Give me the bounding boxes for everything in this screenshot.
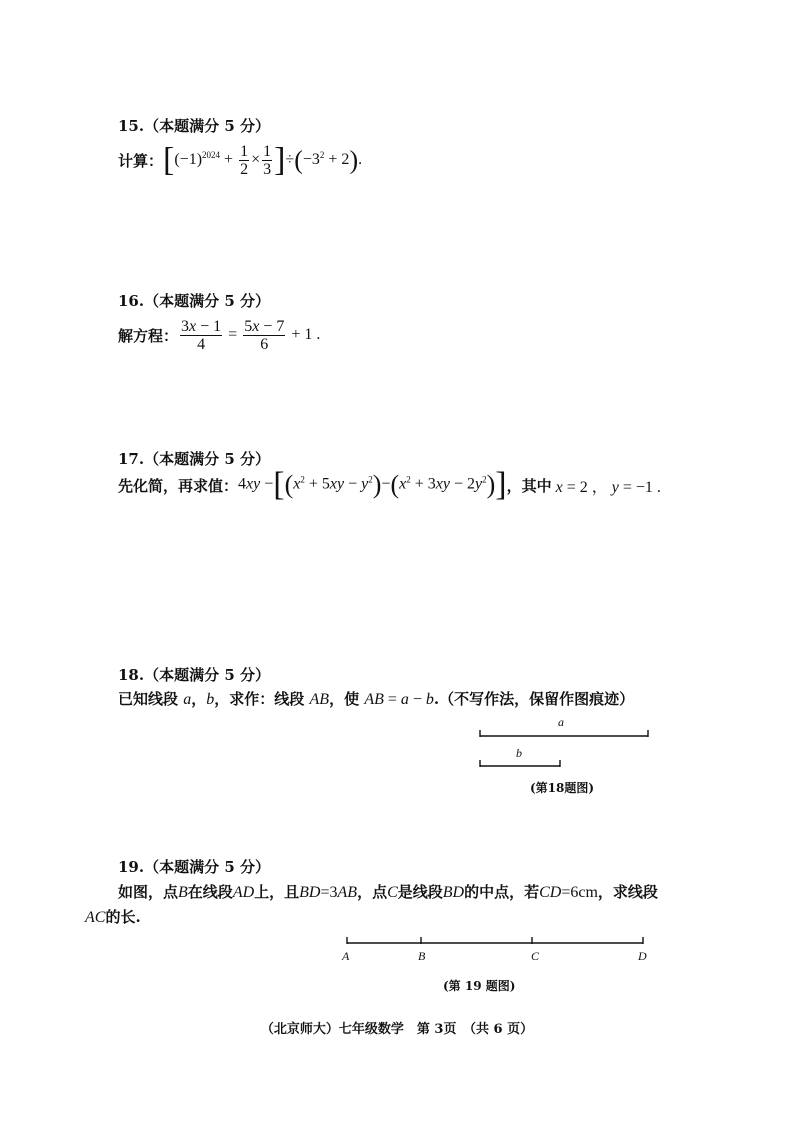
q15-math: [$(-1)^{2024}$ + $\frac{1}{2}$ × $\frac{1}{3}$ ]$\div(-3^2 + 2)$. <box>163 141 363 178</box>
q17-values: x = 2 ， y = −1 . <box>555 478 661 496</box>
page-footer: （北京师大）七年级数学 第 3页 （共 6 页） <box>260 1022 534 1037</box>
q19-heading: 19.（本题满分 5 分） <box>118 858 270 876</box>
segment-b-label: b <box>516 746 522 760</box>
q17-where: ，其中 <box>506 476 552 495</box>
point-B-label: B <box>418 949 426 963</box>
q18-text: 已知线段 a，b，求作：线段 AB，使 AB = a − b.（不写作法，保留作图痕迹） <box>118 690 635 708</box>
q16-math: $\frac{3x - 1}{4}$ = $\frac{5x - 7}{6}$ + 1 . <box>181 317 321 353</box>
q17-heading: 17.（本题满分 5 分） <box>118 450 270 468</box>
q15-label: 计算： <box>118 151 164 170</box>
q17-expression <box>118 468 661 502</box>
q19-line2: AC的长. <box>85 908 141 926</box>
q17-label: 先化简，再求值： <box>118 476 239 495</box>
q18-segments-figure <box>470 710 660 772</box>
point-A-label: A <box>342 949 350 963</box>
q16-heading: 16.（本题满分 5 分） <box>118 292 270 310</box>
q16-equation <box>118 315 320 355</box>
segment-a-label: a <box>558 715 564 729</box>
q16-label: 解方程： <box>118 326 179 345</box>
point-D-label: D <box>638 949 647 963</box>
q19-segment-figure <box>335 932 660 966</box>
q15-expression <box>118 142 362 178</box>
q18-heading: 18.（本题满分 5 分） <box>118 666 270 684</box>
q17-math: $4xy -[(x^2 + 5xy - y^2)-(x^2 + 3xy - 2y^2)]$ <box>238 466 507 503</box>
q19-caption: (第 19 题图) <box>443 979 516 993</box>
q19-line1: 如图，点B在线段AD上，且BD=3AB，点C是线段BD的中点，若CD=6cm，求线段 <box>118 883 658 901</box>
segment-a <box>480 715 648 737</box>
q15-heading: 15.（本题满分 5 分） <box>118 117 270 135</box>
q18-caption: (第18题图) <box>530 781 595 795</box>
point-C-label: C <box>531 949 540 963</box>
segment-b <box>480 746 560 767</box>
